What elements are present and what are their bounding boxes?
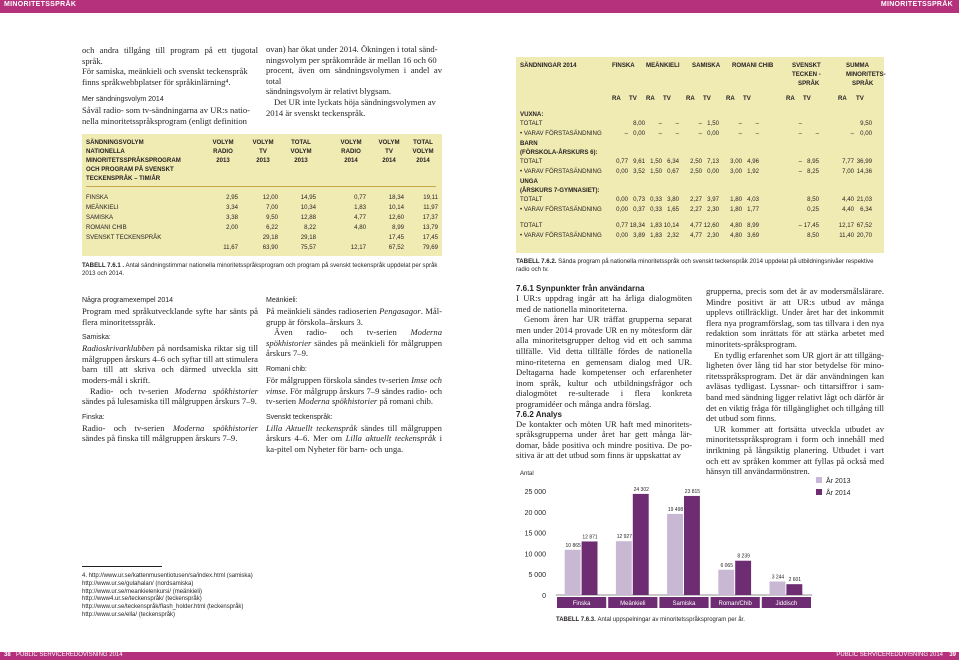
table-cell: 14,36 bbox=[856, 168, 872, 175]
table-cell: 3,69 bbox=[747, 232, 759, 239]
page-number-right: 39 bbox=[949, 652, 956, 658]
table-cell: 36,99 bbox=[856, 158, 872, 165]
category-label: Samiska bbox=[672, 601, 696, 607]
table-cell: 2,30 bbox=[707, 206, 719, 213]
table-cell: – bbox=[698, 120, 702, 127]
table-row-label: TOTALT bbox=[520, 196, 543, 203]
table-header-cell: FINSKA bbox=[612, 62, 635, 69]
category-label: Jiddisch bbox=[775, 601, 798, 607]
header-right: MINORITETSSPRÅK bbox=[880, 1, 953, 8]
table-cell: – bbox=[675, 130, 679, 137]
table-cell: – bbox=[798, 120, 802, 127]
table-cell: 0,00 bbox=[616, 196, 628, 203]
table-cell: 6,34 bbox=[860, 206, 872, 213]
chart-caption-label: TABELL 7.6.3. bbox=[556, 617, 598, 623]
table-header-cell: TOTAL bbox=[413, 139, 433, 146]
bar-value-label: 12 927 bbox=[616, 534, 633, 541]
bar-samiska-1 bbox=[684, 496, 700, 595]
table-cell: – bbox=[815, 130, 819, 137]
category-label: Roman/Chib bbox=[718, 601, 752, 607]
table-cell: 0,33 bbox=[650, 206, 662, 213]
y-axis-label: Antal bbox=[520, 471, 534, 477]
table-cell: 0,67 bbox=[667, 168, 679, 175]
table-cell: 0,00 bbox=[860, 130, 872, 137]
table-cell: 19,11 bbox=[423, 194, 438, 201]
table-cell: 1,50 bbox=[650, 168, 662, 175]
table-header-cell: NATIONELLA bbox=[86, 148, 125, 155]
table-cell: 4,40 bbox=[842, 206, 854, 213]
bar-samiska-0 bbox=[667, 514, 683, 595]
table-cell: – bbox=[675, 120, 679, 127]
table-cell: 0,73 bbox=[633, 196, 645, 203]
bar-value-label: 3 244 bbox=[771, 574, 785, 581]
table-cell: 63,90 bbox=[262, 244, 278, 251]
table-cell: 29,18 bbox=[300, 234, 316, 241]
table-header-cell: MINORITETS- bbox=[846, 71, 886, 78]
legend-swatch bbox=[816, 489, 822, 495]
table-cell: 8,99 bbox=[392, 224, 404, 231]
bar-menkieli-1 bbox=[633, 494, 649, 595]
table-cell: 7,00 bbox=[842, 168, 854, 175]
section-heading: 7.6.2 Analys bbox=[516, 409, 562, 419]
table-row-label: • VARAV FÖRSTASÄNDNING bbox=[520, 206, 602, 213]
bar-finska-1 bbox=[582, 541, 598, 595]
table-cell: 2,30 bbox=[707, 232, 719, 239]
table-cell: 1,83 bbox=[354, 204, 366, 211]
broadcast-table bbox=[516, 57, 884, 253]
legend-label: År 2014 bbox=[826, 490, 851, 497]
footnote-line: http://www.ur.se/teckenspråk/flash_holder.html (teckenspråk) bbox=[82, 604, 244, 611]
table-row-label: • VARAV FÖRSTASÄNDNING bbox=[520, 130, 602, 137]
table-cell: 4,40 bbox=[842, 196, 854, 203]
table-cell: 17,45 bbox=[803, 222, 819, 229]
table-cell: – bbox=[698, 130, 702, 137]
program-examples-col2: Meänkieli: På meänkieli sändes radioserien Pengasagor. Mål-grupp är förskola–årskurs 3. Även radio- och tv-serien Moderna spökhistorier sändes på meänkieli för målgruppen årskurs 7–9. Romani chib: För målgruppen förskola sändes tv-serien Imse och vimse. För målgrupp årskurs 7–9 sändes radio- och tv-serien Moderna spökhistorier på romani chib. Svenskt teckenspråk: Lilla Aktuellt teckenspråk sändes till målgruppen årskurs 4–6. Mer om Lilla aktuellt teckenspråk i ka-pitel om Nyheter för barn- och unga. bbox=[266, 297, 442, 454]
footnote-line: http://www4.ur.se/teckenspråk/ (teckenspråk) bbox=[82, 596, 202, 603]
table-header-cell: TV bbox=[259, 148, 267, 155]
table-header-cell: MINORITETSSPRÅKSPROGRAM bbox=[86, 157, 181, 164]
program-examples-col1: Några programexempel 2014 Program med språkutvecklande syfte har sänts på flera minoritetsspråk. Samiska: Radioskrivarklubben på nordsamiska riktar sig till målgruppen årskurs 4–6 och syftar till att stimulera barn till att skriva och därmed utveckla sitt moders-mål i skrift. Radio- och tv-serien Moderna spökhistorier sändes på lulesamiska till målgruppen årskurs 7–9. Finska: Radio- och tv-serien Moderna spökhistorier sändes på finska till målgruppen årskurs 7–9. bbox=[82, 297, 258, 444]
table-cell: FINSKA bbox=[86, 194, 109, 201]
footnote-line: http://www.ur.se/ella/ (teckenspråk) bbox=[82, 611, 176, 618]
table-header-cell: VOLYM bbox=[290, 148, 312, 155]
table-cell: 20,70 bbox=[856, 232, 872, 239]
table-header-cell: RA bbox=[838, 95, 847, 102]
table-cell: 12,00 bbox=[262, 194, 278, 201]
table-cell: – bbox=[798, 130, 802, 137]
table-cell: 3,89 bbox=[633, 232, 645, 239]
table-cell: 18,34 bbox=[629, 222, 645, 229]
intro-column2: ovan) har ökat under 2014. Ökningen i total sänd- ningsvolym per språkområde är mellan 16 och 60 procent, även om sändningsvolymen i andel av total sändningsvolym är relativt blygsam. Det UR inte lyckats höja sändningsvolymen av 2014 är svenskt teckenspråk. bbox=[266, 44, 442, 118]
table-cell: 67,52 bbox=[856, 222, 872, 229]
table-cell: 1,77 bbox=[747, 206, 759, 213]
table-cell: 0,00 bbox=[707, 130, 719, 137]
table-header-cell: 2014 bbox=[382, 157, 396, 164]
table-cell: 8,22 bbox=[304, 224, 316, 231]
table-header-cell: VOLYM bbox=[340, 139, 362, 146]
table-cell: 12,88 bbox=[300, 214, 316, 221]
table-section-label: (ÅRSKURS 7-GYMNASIET): bbox=[520, 187, 600, 194]
table-cell: 67,52 bbox=[388, 244, 404, 251]
table-cell: 1,83 bbox=[650, 222, 662, 229]
table-header-cell: RA bbox=[726, 95, 735, 102]
table-cell: 0,77 bbox=[354, 194, 366, 201]
table-cell: ROMANI CHIB bbox=[86, 224, 127, 231]
table-cell: 2,50 bbox=[690, 158, 702, 165]
y-tick-label: 5 000 bbox=[528, 572, 546, 580]
intro-column1: och andra tillgång till program på ett tjugotal språk. För samiska, meänkieli och svenskt teckenspråk finns språkwebbplatser för språkinlärning⁴. Mer sändningsvolym 2014 Såväl radio- som tv-sändningarna av UR:s natio- nella minoritetsspråksprogram (enligt definition bbox=[82, 45, 258, 126]
category-label: Meänkieli bbox=[620, 601, 646, 607]
table-cell: 1,80 bbox=[730, 196, 742, 203]
table-header-cell: VOLYM bbox=[212, 139, 234, 146]
volume-table bbox=[82, 134, 442, 256]
table-cell: 10,14 bbox=[663, 222, 679, 229]
table-cell: 17,45 bbox=[388, 234, 404, 241]
table-cell: 0,00 bbox=[616, 206, 628, 213]
footer-right: PUBLIC SERVICEREDOVISNING 2014 bbox=[836, 652, 943, 658]
table-cell: – bbox=[755, 130, 759, 137]
section-heading: 7.6.1 Synpunkter från användarna bbox=[516, 284, 645, 293]
table-cell: 8,25 bbox=[807, 168, 819, 175]
section-heading: Mer sändningsvolym 2014 bbox=[82, 96, 164, 104]
table-cell: 1,83 bbox=[650, 232, 662, 239]
table-cell: 11,40 bbox=[839, 232, 854, 239]
y-tick-label: 0 bbox=[542, 593, 546, 600]
table-header-cell: TV bbox=[629, 95, 637, 102]
bar-value-label: 24 302 bbox=[633, 486, 649, 493]
table-cell: – bbox=[658, 120, 662, 127]
table-cell: 2,27 bbox=[690, 206, 702, 213]
table-cell: 4,96 bbox=[747, 158, 759, 165]
table-rule bbox=[86, 186, 436, 187]
table-cell: 3,38 bbox=[226, 214, 238, 221]
table-cell: 0,77 bbox=[616, 222, 628, 229]
bar-finska-0 bbox=[565, 550, 581, 595]
table-cell: 18,34 bbox=[388, 194, 404, 201]
table-cell: 0,00 bbox=[616, 168, 628, 175]
table-header-cell: RADIO bbox=[213, 148, 233, 155]
user-feedback-column: 7.6.1 Synpunkter från användarna I UR:s uppdrag ingår att ha årliga dialogmöten med de nationella minoriteterna. Genom åren har UR träffat grupperna separat men under 2014 provade UR en ny mötesform där alla minoritetsgrupper deltog vid ett och samma tillfälle. Vid detta tillfälle fördes de nationella mino-riteterna en gemensam dialog med UR. Deltagarna hade kompetenser och erfarenheter inom språk, kultur och utbildningsfrågor och dialogmötet re-sulterade i flera konkreta programidéer och många andra förslag. 7.6.2 Analys De kontakter och möten UR haft med minoritets-språksgrupperna under året har gett många lär-domar, både positiva och mindre positiva. De po-sitiva är att det utbud som finns är uppskattat av bbox=[516, 284, 692, 461]
bar-value-label: 6 065 bbox=[720, 562, 734, 569]
table-cell: 12,17 bbox=[350, 244, 366, 251]
table-row-label: TOTALT bbox=[520, 120, 543, 127]
table-cell: 6,22 bbox=[266, 224, 278, 231]
table-cell: 2,32 bbox=[667, 232, 679, 239]
bar-romanchib-1 bbox=[735, 561, 751, 595]
table-cell: 0,00 bbox=[633, 130, 645, 137]
table-cell: 1,50 bbox=[707, 120, 719, 127]
table-header-cell: SUMMA bbox=[846, 62, 870, 69]
table-cell: 3,52 bbox=[633, 168, 645, 175]
table-header-cell: RADIO bbox=[341, 148, 361, 155]
table-header-cell: TV bbox=[856, 95, 864, 102]
table-header-cell: 2013 bbox=[216, 157, 230, 164]
table-row-label: • VARAV FÖRSTASÄNDNING bbox=[520, 168, 602, 175]
table-cell: 7,77 bbox=[842, 158, 854, 165]
table-header-cell: VOLYM bbox=[252, 139, 274, 146]
table-cell: 4,80 bbox=[354, 224, 366, 231]
table-row-label: • VARAV FÖRSTASÄNDNING bbox=[520, 232, 602, 239]
table-header-cell: SÄNDNINGAR 2014 bbox=[520, 62, 577, 69]
table-cell: – bbox=[850, 130, 854, 137]
footnote-line: http://www.ur.se/gulahalan/ (nordsamiska) bbox=[82, 580, 194, 587]
bottom-bar bbox=[0, 652, 959, 660]
table-cell: 0,00 bbox=[707, 168, 719, 175]
table-cell: 1,50 bbox=[650, 158, 662, 165]
table-cell: 3,34 bbox=[226, 204, 238, 211]
table-header-cell: RA bbox=[612, 95, 621, 102]
chart-caption bbox=[556, 616, 745, 623]
table-header-cell: 2014 bbox=[344, 157, 358, 164]
footnote-line: 4. http://www.ur.se/kattenmusentiotusen/sa/index.html (samiska) bbox=[82, 573, 253, 579]
table-cell: 2,27 bbox=[690, 196, 702, 203]
y-tick-label: 15 000 bbox=[524, 530, 546, 538]
bar-value-label: 19 498 bbox=[667, 506, 684, 513]
table-cell: 0,37 bbox=[633, 206, 645, 213]
table-cell: 0,00 bbox=[616, 232, 628, 239]
table-cell: MEÄNKIELI bbox=[86, 204, 119, 211]
table-cell: 8,95 bbox=[807, 158, 819, 165]
bar-value-label: 2 601 bbox=[788, 577, 802, 584]
table-cell: 4,80 bbox=[730, 232, 742, 239]
table-header-cell: TECKEN - bbox=[792, 71, 821, 78]
table-cell: 4,77 bbox=[690, 232, 702, 239]
table-cell: 3,97 bbox=[707, 196, 719, 203]
table-cell: 17,45 bbox=[422, 234, 438, 241]
table-cell: 2,00 bbox=[226, 224, 238, 231]
table-section-label: UNGA bbox=[520, 178, 538, 185]
table-header-cell: SVENSKT bbox=[792, 62, 821, 69]
table-header-cell: SÄNDNINGSVOLYM bbox=[86, 139, 144, 146]
page-number-left: 38 bbox=[4, 652, 11, 658]
table-cell: 12,17 bbox=[838, 222, 854, 229]
top-bar bbox=[0, 0, 959, 13]
bar-value-label: 12 871 bbox=[582, 534, 598, 541]
y-tick-label: 10 000 bbox=[524, 551, 546, 559]
table-cell: 8,00 bbox=[633, 120, 645, 127]
table-cell: 3,00 bbox=[730, 158, 742, 165]
table-header-cell: RA bbox=[646, 95, 655, 102]
table-header-cell: TV bbox=[385, 148, 393, 155]
bar-menkieli-0 bbox=[616, 541, 632, 595]
table-cell: 11,97 bbox=[423, 204, 438, 211]
table-cell: 7,13 bbox=[707, 158, 719, 165]
table-header-cell: SAMISKA bbox=[692, 62, 721, 69]
table-header-cell: TV bbox=[743, 95, 751, 102]
table-cell: – bbox=[738, 120, 742, 127]
bar-value-label: 10 865 bbox=[565, 542, 581, 549]
table-cell: 2,50 bbox=[690, 168, 702, 175]
legend-swatch bbox=[816, 477, 822, 483]
table-cell: 7,00 bbox=[266, 204, 278, 211]
table-cell: 4,77 bbox=[690, 222, 702, 229]
footnotes bbox=[82, 573, 282, 620]
table-cell: 9,50 bbox=[266, 214, 278, 221]
y-tick-label: 25 000 bbox=[524, 489, 546, 496]
chart-caption-text: Antal uppspelningar av minoritetsspråksprogram per år. bbox=[597, 617, 745, 623]
table-header-cell: 2014 bbox=[416, 157, 430, 164]
table-cell: 9,61 bbox=[633, 158, 645, 165]
table-cell: – bbox=[798, 158, 802, 165]
table-cell: 13,79 bbox=[422, 224, 438, 231]
table-cell: – bbox=[798, 168, 802, 175]
analysis-column: grupperna, precis som det är av modersmålslärare. Mindre positivt är att UR:s utbud av många upplevs otillräckligt. Under året har det inkommit flera nya programförslag, som tas tillvara i den nya redaktion som inrättats för att stärka arbetet med minoritets-språksprogram. En tydlig erfarenhet som UR gjort är att tillgäng-ligheten över lång tid har stor betydelse för mino-ritetsspråksprogram. Det är där användningen kan avläsas tydligast. Lyssnar- och tittarsiffror i sam-band med sändning ligger relativt lågt och därför är det en viktig fråga för tillgänglighet och tillgång till det utbud som finns. UR kommer att fortsätta utveckla utbudet av minoritetsspråksprogram i form och innehåll med inriktning på långsiktig planering. Utbudet i vart och ett av språken kommer att fyllas på också med hänsyn till användarmönstren. bbox=[706, 286, 884, 477]
bar-value-label: 8 239 bbox=[737, 553, 750, 560]
bar-jiddisch-0 bbox=[770, 582, 786, 595]
table-header-cell: VOLYM bbox=[378, 139, 400, 146]
table-cell: 6,34 bbox=[667, 158, 679, 165]
bar-jiddisch-1 bbox=[786, 584, 802, 595]
footer-left: PUBLIC SERVICEREDOVISNING 2014 bbox=[16, 652, 123, 658]
table-row-label: TOTALT bbox=[520, 158, 543, 165]
table-cell: 17,37 bbox=[422, 214, 438, 221]
table-header-cell: 2013 bbox=[294, 157, 308, 164]
table-cell: 79,69 bbox=[422, 244, 438, 251]
table-cell: 29,18 bbox=[262, 234, 278, 241]
table-header-cell: ROMANI CHIB bbox=[732, 62, 774, 69]
footnote-line: http://www.ur.se/meankielenkursi/ (meänkieli) bbox=[82, 588, 203, 595]
table-cell: 10,14 bbox=[388, 204, 404, 211]
table-cell: 4,03 bbox=[747, 196, 759, 203]
table-cell: – bbox=[798, 222, 802, 229]
table-cell: 0,25 bbox=[807, 206, 819, 213]
table-cell: 10,34 bbox=[300, 204, 316, 211]
table-header-cell: TV bbox=[663, 95, 671, 102]
table-cell: 0,33 bbox=[650, 196, 662, 203]
table-cell: 4,80 bbox=[730, 222, 742, 229]
table-row-label: TOTALT bbox=[520, 222, 543, 229]
table-cell: 8,50 bbox=[807, 232, 819, 239]
table-cell: 12,60 bbox=[388, 214, 404, 221]
table-cell: 75,57 bbox=[300, 244, 316, 251]
legend-label: År 2013 bbox=[826, 478, 851, 485]
table-section-label: VUXNA: bbox=[520, 111, 544, 118]
table-cell: 9,50 bbox=[860, 120, 872, 127]
table-cell: 3,00 bbox=[730, 168, 742, 175]
category-label: Finska bbox=[572, 601, 591, 607]
table1-caption: TABELL 7.6.1 . Antal sändningstimmar nationella minoritetsspråksprogram och program på svenskt teckenspråk uppdelat per språk 2013 och 2014. bbox=[82, 262, 438, 277]
footnote-rule bbox=[82, 566, 162, 567]
table-header-cell: VOLYM bbox=[412, 148, 434, 155]
table-section-label: BARN bbox=[520, 140, 538, 147]
table-header-cell: TV bbox=[703, 95, 711, 102]
y-tick-label: 20 000 bbox=[524, 509, 546, 517]
table-cell: – bbox=[658, 130, 662, 137]
table-cell: 1,92 bbox=[747, 168, 759, 175]
table-header-cell: TV bbox=[803, 95, 811, 102]
header-left: MINORITETSSPRÅK bbox=[4, 1, 77, 8]
table-header-cell: MEÄNKIELI bbox=[646, 62, 680, 69]
table-cell: 8,99 bbox=[747, 222, 759, 229]
table-header-cell: 2013 bbox=[256, 157, 270, 164]
table-cell: 4,77 bbox=[354, 214, 366, 221]
table-cell: – bbox=[738, 130, 742, 137]
table2-caption: TABELL 7.6.2. Sända program på nationella minoritetsspråk och svenskt teckenspråk 2014 uppdelat på utbildningsnivåer respektive radio och tv. bbox=[516, 258, 874, 273]
table-header-cell: RA bbox=[786, 95, 795, 102]
table-header-cell: SPRÅK bbox=[798, 80, 820, 87]
table-header-cell: SPRÅK bbox=[852, 80, 874, 87]
bar-romanchib-0 bbox=[718, 570, 734, 595]
table-section-label: (FÖRSKOLA-ÅRSKURS 6): bbox=[520, 149, 598, 156]
table-cell: 3,80 bbox=[667, 196, 679, 203]
table-cell: – bbox=[624, 130, 628, 137]
table-header-cell: TOTAL bbox=[291, 139, 311, 146]
table-cell: 12,60 bbox=[703, 222, 719, 229]
table-cell: 0,77 bbox=[616, 158, 628, 165]
table-cell: 1,80 bbox=[730, 206, 742, 213]
table-cell: 21,03 bbox=[856, 196, 872, 203]
bar-value-label: 23 815 bbox=[684, 488, 701, 495]
table-cell: SVENSKT TECKENSPRÅK bbox=[86, 234, 162, 241]
table-header-cell: TECKENSPRÅK – TIM/ÅR bbox=[86, 175, 161, 182]
table-cell: 14,95 bbox=[300, 194, 316, 201]
bar-chart-svg bbox=[516, 467, 886, 649]
playback-chart bbox=[516, 467, 886, 649]
table-cell: 2,95 bbox=[226, 194, 238, 201]
table-cell: SAMISKA bbox=[86, 214, 114, 221]
table-cell: 8,50 bbox=[807, 196, 819, 203]
table-cell: 1,65 bbox=[667, 206, 679, 213]
table-cell: – bbox=[755, 120, 759, 127]
table-cell: 11,67 bbox=[223, 244, 238, 251]
table-header-cell: OCH PROGRAM PÅ SVENSKT bbox=[86, 166, 174, 173]
table-header-cell: RA bbox=[686, 95, 695, 102]
